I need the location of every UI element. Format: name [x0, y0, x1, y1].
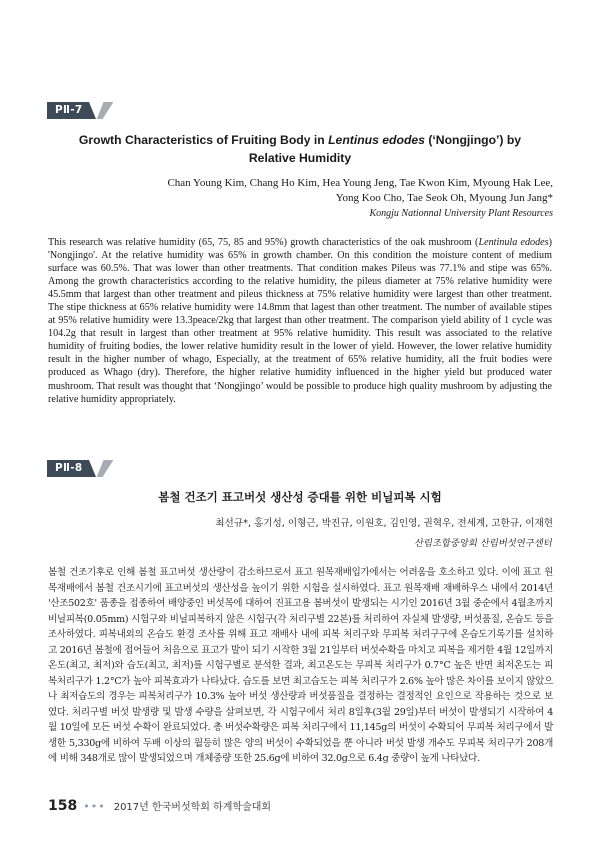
paper-authors: 최선규*, 홍기성, 이형근, 박진규, 이원호, 김인영, 권혁우, 전세계, 고한규, 이재현 [215, 518, 553, 529]
section-tag-p2-7 [47, 102, 110, 119]
tag-stripe-decoration [97, 460, 114, 477]
paper-title: 봄철 건조기 표고버섯 생산성 증대를 위한 비닐피복 시험 [158, 490, 442, 504]
paper-title: Growth Characteristics of Fruiting Body in Lentinus edodes (‘Nongjingo’) by Relative Humidity [78, 133, 522, 165]
footer-dots-decoration: ••• [83, 800, 106, 813]
section-tag-label: PⅡ-8 [47, 460, 89, 477]
page-footer [48, 798, 271, 814]
paper-affiliation: Kongju Nationnal University Plant Resources [369, 208, 553, 219]
paper-authors: Chan Young Kim, Chang Ho Kim, Hea Young Jeng, Tae Kwon Kim, Myoung Hak Lee, Yong Koo Cho, Tae Seok Oh, Myoung Jun Jang* [167, 177, 553, 204]
conference-name: 2017년 한국버섯학회 하계학술대회 [113, 802, 272, 813]
paper-abstract: This research was relative humidity (65, 75, 85 and 95%) growth characteristics of the oak mushroom (Lentinula edodes) 'Nongjingo'. At the relative humidity was 65% in growth chamber. On this condition the moisture content of medium surface was 60.5%. That was lower than other treatments. That condition makes Pileus was 77.1% and stipe was 65%. Among the growth characteristics according to the relative humidity, the pileus diameter at 75% relative humidity were 45.5mm that largest than other treatment and pileus thickness at 75% relative humidity were largest than other treatment. The stipe thickness at 65% relative humidity were 14.8mm that lagest than other treatment. The number of available stipes at 95% relative humidity were 13.3peace/2kg that largest than other treatment. The comparison yield ability of 1 cycle was 104.2g that result in largest than other treatment at 95% relative humidity. This result was associated to the relative humidity of fruiting bodies, the lower relative humidity result in the lower of yield. However, the lower relative humidity result in the higher number of whago, Especially, at the treatment of 65% relative humidity, all the fruit bodies were produced as Whago (dry). Therefore, the higher relative humidity influenced in the higher yield but produced water mushroom. That result was thought that ‘Nongjingo’ would be possible to produce high quality mushroom by adjusting the relative humidity appropriately. [48, 237, 552, 405]
tag-stripe-decoration [97, 102, 114, 119]
section-tag-label: PⅡ-7 [47, 102, 89, 119]
paper-abstract: 봄철 건조기후로 인해 봄철 표고버섯 생산량이 감소하므로서 표고 원목재배입가에서는 어려움을 호소하고 있다. 이에 표고 원목재배에서 봄철 건조시기에 표고버섯의 생산성을 높이기 위한 시험을 실시하였다. 표고 원목재배 재배하우스 내에서 2014년 '산조502호' 품종을 접종하여 배양중인 버섯목에 대하여 진표고용 봄버섯이 발생되는 시기인 2016년 3월 중순에서 4월초까지 비닐피복(0.05mm) 시험구와 비닐피복하지 않은 시험구(각 처리구별 22본)를 처리하여 자실체 발생량, 버섯품질, 온습도 등을 조사하였다. 피복내외의 온습도 환경 조사를 위해 표고 재배사 내에 피복 처리구와 무피복 처리구구에 온습도기록기를 설치하고 2016년 봄철에 접어들어 처음으로 표고가 발이 되기 시작한 3월 21일부터 버섯수확을 마치고 피복을 제거한 4월 12일까지 온도(최고, 최저)와 습도(최고, 최저)를 시험구별로 분석한 결과, 최고온도는 무피복 처리구가 0.7°C 높은 반면 최저온도는 피복처리구가 1.2°C가 높아 피복효과가 나타났다. 습도를 보면 최고습도는 피복 처리구가 2.6% 높아 많은 차이를 보이지 않았으나 최저습도의 경우는 피복처리구가 10.3% 높아 버섯 생산량과 버섯품질을 결정하는 결정적인 요인으로 작용하는 것으로 보였다. 처리구별 버섯 발생량 및 발생 수량을 살펴보면, 각 시험구에서 처리 8일후(3월 29일)부터 버섯이 발생되기 시작하여 4월 10일에 모든 버섯 수확이 완료되었다. 총 버섯수확량은 피복 처리구에서 11,145g의 버섯이 수확되어 무피복 처리구에서 발생한 5,330g에 비하여 두배 이상의 월등히 많은 양의 버섯이 수확되었을 뿐 아니라 버섯 발생 개수도 무피복 처리구가 208개에 비해 348개로 많이 발생되었으며 개체중량 또한 25.6g에 비하여 32.0g으로 6.4g 중량이 높게 나타났다. [48, 567, 553, 764]
paper-affiliation: 산림조합중앙회 산림버섯연구센터 [414, 538, 554, 549]
section-tag-p2-8 [47, 460, 110, 477]
page-number: 158 [48, 798, 78, 814]
